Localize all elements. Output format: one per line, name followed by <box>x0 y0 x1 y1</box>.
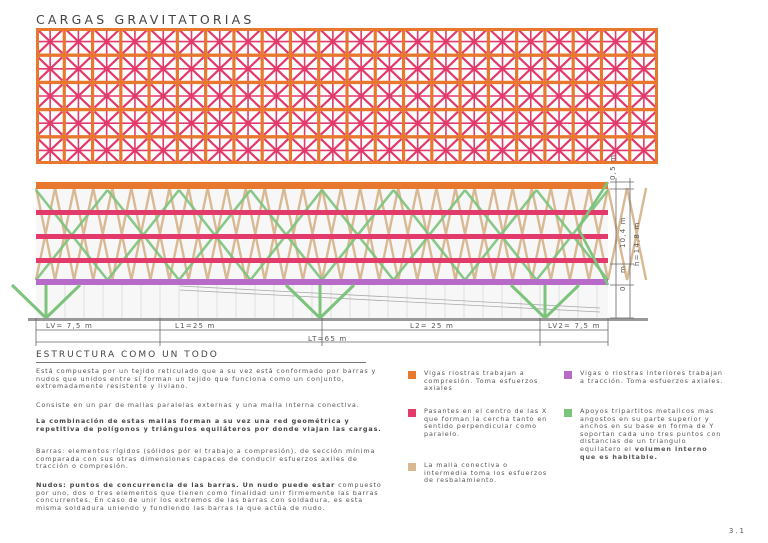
description-paragraph-3: La combinación de estas mallas forman a su vez una red geométrica y repetitiva de polígonos y triángulos equiláteros por donde viajan las cargas. <box>36 417 382 433</box>
legend-item-tan <box>408 462 548 485</box>
tan-swatch <box>408 463 416 471</box>
dimension-l2: L2= 25 m <box>410 322 454 330</box>
description-paragraph-1: Está compuesta por un tejido reticulado que a su vez está conformado por barras y nudos que unidos entre sí forman un tejido que funciona como un conjunto, extremadamente resistente y liviano. <box>36 367 377 391</box>
violet-swatch <box>564 371 572 379</box>
section-title: ESTRUCTURA COMO UN TODO <box>36 350 219 360</box>
pink-band <box>36 258 608 263</box>
nodes-text: compuesto por uno, dos o tres elementos que tienen como finalidad unir firmemente las barras concurrentes. En caso de unir los extremos de las barras con soldadura, es esta misma soldadura uniendo y fundiendo las barras la que actúa de nudo. <box>36 481 382 512</box>
top-chord <box>36 182 608 189</box>
dimension-top-chord: 0,5 m <box>609 153 617 180</box>
legend-item-violet <box>564 370 724 385</box>
section-divider <box>36 362 366 363</box>
legend-label <box>580 408 724 461</box>
description-paragraph-5 <box>36 482 391 512</box>
description-paragraph-2: Consiste en un par de mallas paralelas externas y una malla interna conectiva. <box>36 401 360 409</box>
description-paragraph-4: Barras: elementos rígidos (sólidos por el trabajo a compresión), de sección mínima comparada con sus otras dimensiones capaces de conducir esfuerzos axiles de tracción o compresión. <box>36 447 376 471</box>
legend-label: La malla conectiva o intermedia toma los esfuerzos de resbalamiento. <box>424 461 548 485</box>
legend-label: Vigas o riostras interiores trabajan a tracción. Toma esfuerzos axiales. <box>580 369 724 385</box>
dimension-low: m <box>619 264 627 273</box>
legend-label-part: Apoyos tripartitos metalicos mas angostos en su parte superior y anchos en su base en forma de Y soportan cada uno tres puntos con distancias de un triangulo equilatero el <box>580 407 722 453</box>
dimension-mid: 10,4 m <box>619 216 627 248</box>
legend-label: Pasantes en el centro de las X que forman la cercha tanto en sentido perpendicular como paralelo. <box>424 407 548 438</box>
violet-beam <box>36 279 608 285</box>
legend-item-green <box>564 408 724 461</box>
dimension-base: 0 <box>619 285 627 291</box>
nodes-heading: Nudos: puntos de concurrencia de las barras. Un nudo puede estar <box>36 481 336 489</box>
elevation-view-drawing <box>0 168 768 348</box>
plan-grid <box>36 28 658 164</box>
page-title: CARGAS GRAVITATORIAS <box>36 12 255 27</box>
orange-swatch <box>408 371 416 379</box>
green-swatch <box>564 409 572 417</box>
pink-band <box>36 234 608 239</box>
legend-item-orange <box>408 370 548 393</box>
dimension-lv2: LV2= 7,5 m <box>548 322 601 330</box>
elevation-truss <box>12 178 648 346</box>
dimension-l1: L1=25 m <box>175 322 216 330</box>
dimension-lv: LV= 7,5 m <box>46 322 93 330</box>
legend-item-pink <box>408 408 548 438</box>
ground-line <box>28 318 648 321</box>
pink-band <box>36 210 608 215</box>
legend-label: Vigas riostras trabajan a compresión. Toma esfuerzos axiales <box>424 369 539 393</box>
pink-swatch <box>408 409 416 417</box>
dimension-lt: LT=65 m <box>308 335 348 343</box>
plan-view-drawing <box>36 28 658 164</box>
legend-label-bold: volumen interno que es habitable. <box>580 444 708 461</box>
dimension-height: h=14,8 m <box>633 221 641 266</box>
page-number: 3.1 <box>728 527 746 535</box>
